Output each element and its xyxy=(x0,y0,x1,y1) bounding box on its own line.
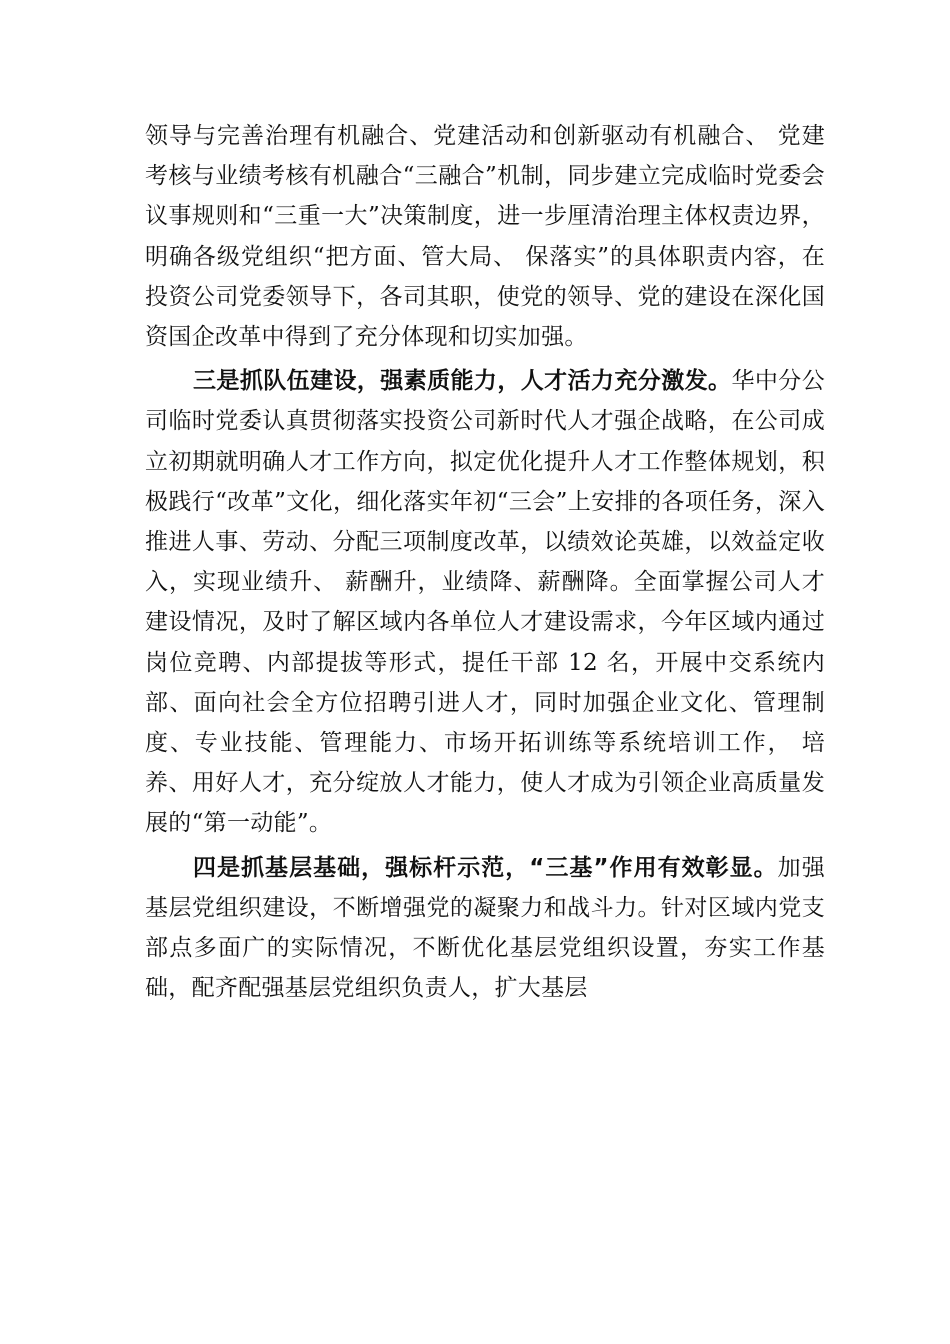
paragraph-body: 领导与完善治理有机融合、党建活动和创新驱动有机融合、 党建考核与业绩考核有机融合“三融合”机制，同步建立完成临时党委会议事规则和“三重一大”决策制度，进一步厘清治理主体权责边界，明确各级党组织“把方面、管大局、 保落实”的具体职责内容，在投资公司党委领导下，各司其职，使党的领导、党的建设在深化国资国企改革中得到了充分体现和切实加强。 xyxy=(145,123,825,351)
paragraph-lead-heading: 四是抓基层基础，强标杆示范，“三基”作用有效彰显。 xyxy=(193,854,778,881)
paragraph-continuation xyxy=(145,116,825,357)
document-page xyxy=(145,116,825,1008)
paragraph-body: 华中分公司临时党委认真贯彻落实投资公司新时代人才强企战略，在公司成立初期就明确人才工作方向，拟定优化提升人才工作整体规划，积极践行“改革”文化，细化落实年初“三会”上安排的各项任务，深入推进人事、劳动、分配三项制度改革，以绩效论英雄，以效益定收入，实现业绩升、 薪酬升，业绩降、薪酬降。全面掌握公司人才建设情况，及时了解区域内各单位人才建设需求，今年区域内通过岗位竞聘、内部提拔等形式，提任干部 12 名，开展中交系统内部、面向社会全方位招聘引进人才，同时加强企业文化、管理制度、专业技能、管理能力、市场开拓训练等系统培训工作， 培养、用好人才，充分绽放人才能力，使人才成为引领企业高质量发展的“第一动能”。 xyxy=(145,368,826,837)
paragraph-grassroots-foundation xyxy=(145,848,825,1009)
paragraph-lead-heading: 三是抓队伍建设，强素质能力，人才活力充分激发。 xyxy=(193,368,732,395)
paragraph-talent-building xyxy=(145,361,825,843)
paragraph-body: 加强基层党组织建设，不断增强党的凝聚力和战斗力。针对区域内党支部点多面广的实际情况，不断优化基层党组织设置，夯实工作基础，配齐配强基层党组织负责人，扩大基层 xyxy=(145,854,825,1002)
